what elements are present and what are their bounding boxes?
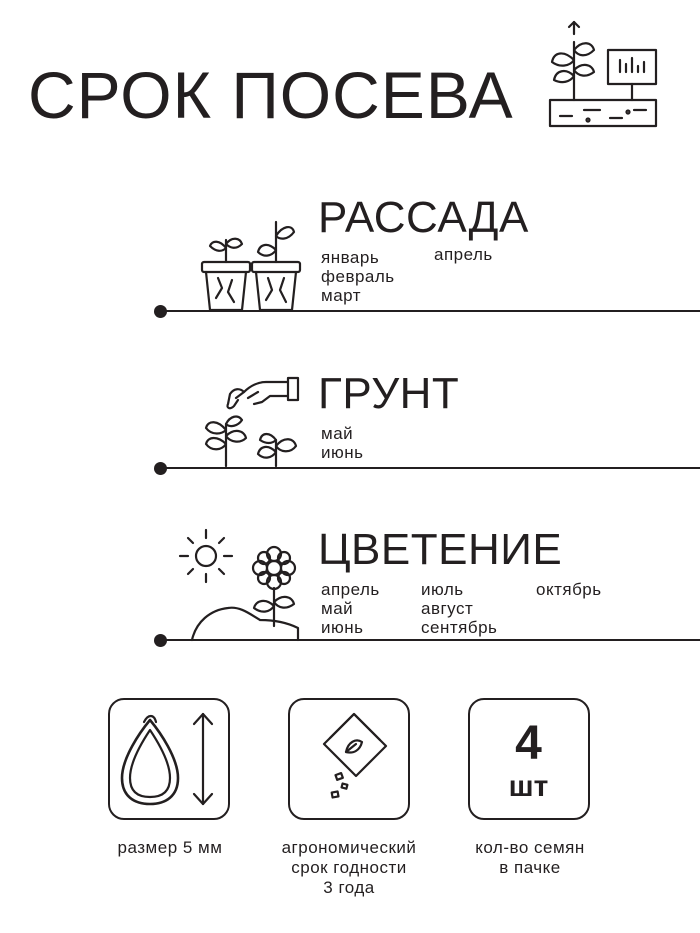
month-label: май (321, 424, 354, 443)
month-list-rassada-2 (434, 245, 493, 264)
caption-line: агрономический (281, 838, 417, 857)
page-title: СРОК ПОСЕВА (28, 58, 514, 132)
section-title-rassada: РАССАДА (318, 193, 529, 242)
caption-line: размер 5 мм (117, 838, 223, 857)
seed-size-caption (100, 838, 240, 858)
timeline-line (160, 310, 700, 312)
month-list-grunt-1 (321, 424, 364, 462)
month-label: сентябрь (421, 618, 498, 637)
month-label: февраль (321, 267, 395, 286)
month-label: январь (321, 248, 380, 267)
month-list-tsvetenie-3 (536, 580, 602, 599)
caption-line: кол-во семян (475, 838, 585, 857)
timeline-line (160, 639, 700, 641)
seedling-pots-icon (198, 214, 302, 312)
seed-packet-badge (288, 698, 410, 820)
caption-line: 3 года (323, 878, 375, 897)
month-label: апрель (321, 580, 380, 599)
section-title-grunt: ГРУНТ (318, 369, 460, 418)
month-list-tsvetenie-2 (421, 580, 497, 637)
seed-packet-caption (258, 838, 440, 898)
month-label: июнь (321, 443, 364, 462)
flower-sun-icon (176, 526, 300, 642)
month-label: июль (421, 580, 464, 599)
seed-count-number: 4 (515, 717, 542, 770)
seed-size-icon (110, 700, 227, 817)
seed-size-badge (108, 698, 230, 820)
section-title-tsvetenie: ЦВЕТЕНИЕ (318, 525, 563, 574)
seed-count-unit: шт (508, 770, 549, 803)
plant-growth-chart-icon (548, 20, 660, 132)
caption-line: в пачке (499, 858, 561, 877)
month-label: июнь (321, 618, 364, 637)
month-list-tsvetenie-1 (321, 580, 380, 637)
month-label: март (321, 286, 362, 305)
month-label: апрель (434, 245, 493, 264)
timeline-line (160, 467, 700, 469)
month-label: октябрь (536, 580, 602, 599)
month-label: май (321, 599, 354, 618)
month-label: август (421, 599, 474, 618)
caption-line: срок годности (291, 858, 407, 877)
month-list-rassada-1 (321, 248, 395, 305)
seed-count-badge (468, 698, 590, 820)
seed-count-caption (448, 838, 612, 878)
seed-packet-icon (290, 700, 407, 817)
hand-planting-icon (200, 374, 302, 470)
